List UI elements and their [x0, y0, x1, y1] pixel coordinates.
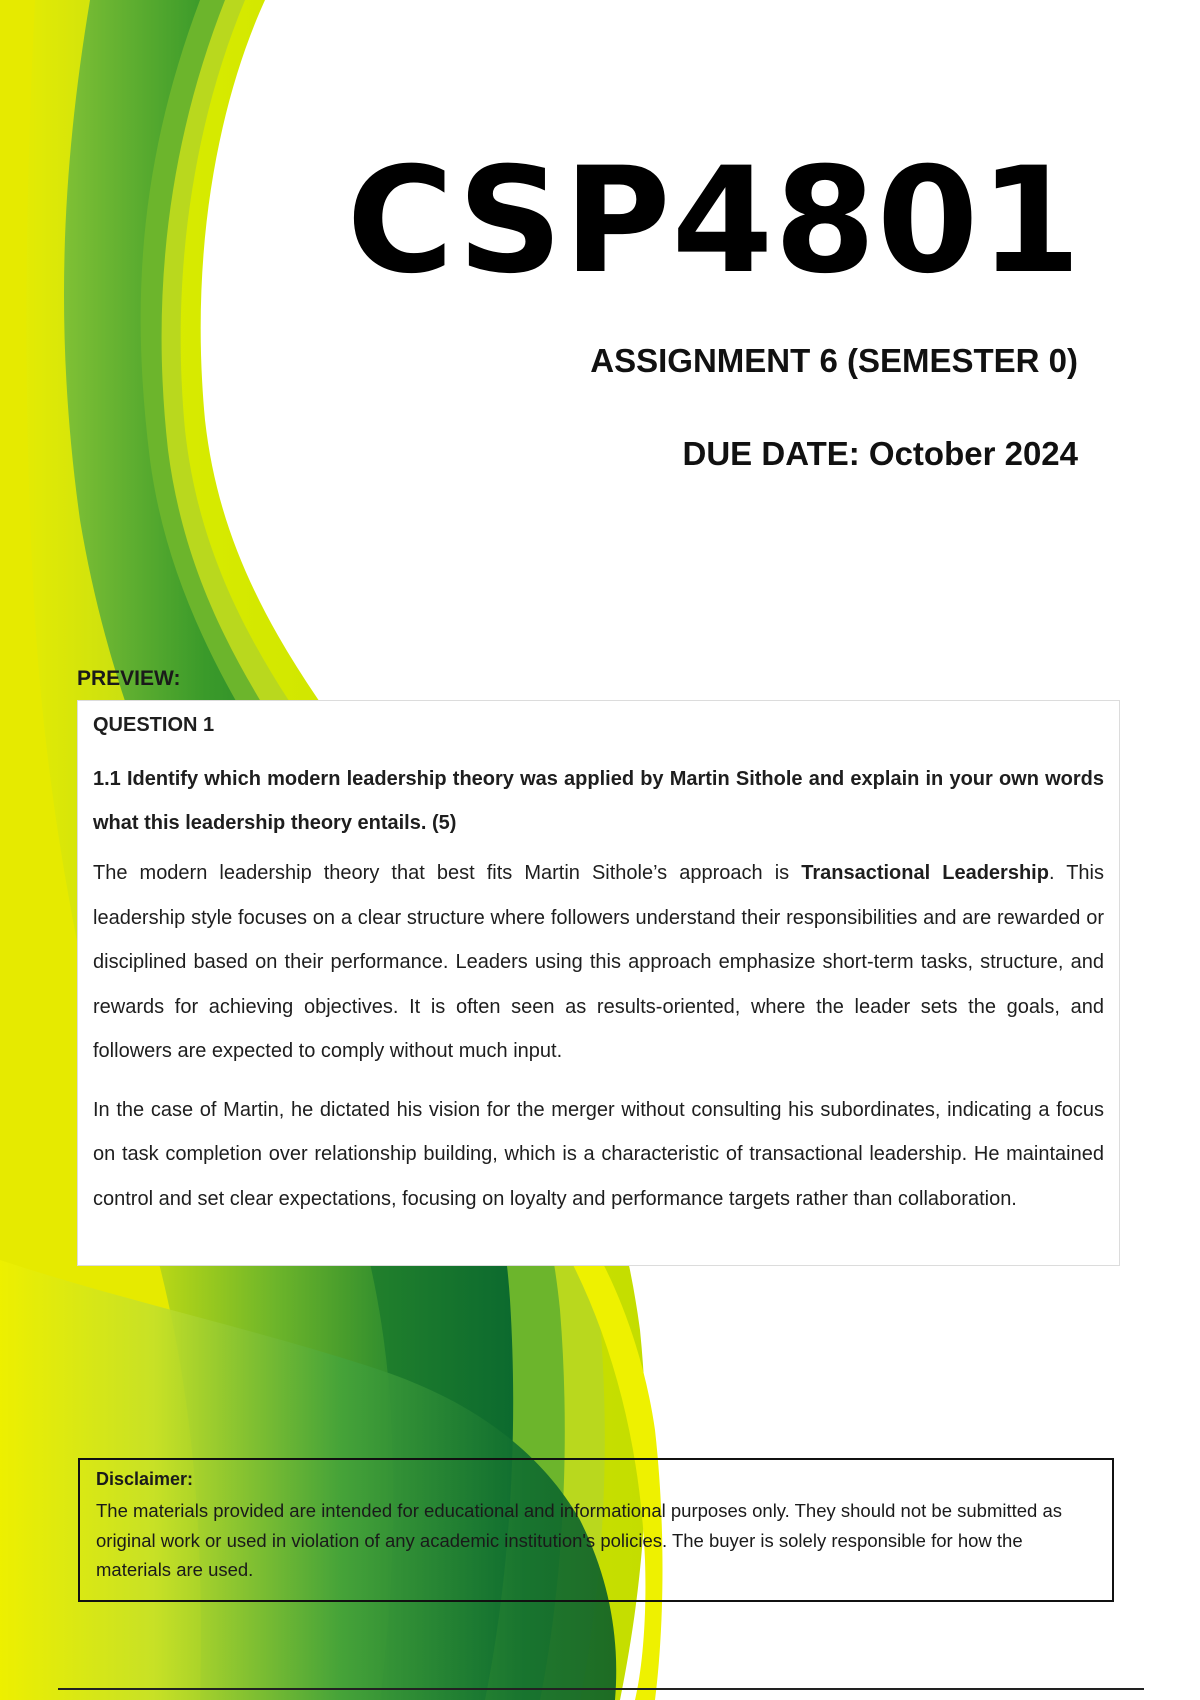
disclaimer-box [78, 1458, 1114, 1602]
answer-paragraph-1 [93, 851, 1104, 1074]
disclaimer-text: The materials provided are intended for educational and informational purposes only. They should not be submitted as original work or used in violation of any academic institution's policies. The buyer is solely responsible for how the materials are used. [96, 1500, 1063, 1580]
preview-label: PREVIEW: [77, 667, 181, 690]
answer-p1-start: The modern leadership theory that best fits Martin Sithole’s approach is [93, 862, 802, 884]
disclaimer-title: Disclaimer: [96, 1469, 194, 1489]
answer-paragraph-2: In the case of Martin, he dictated his vision for the merger without consulting his subordinates, indicating a focus on task completion over relationship building, which is a characteristic of transactional leadership. He maintained control and set clear expectations, focusing on loyalty and performance targets rather than collaboration. [93, 1098, 1104, 1210]
assignment-title: ASSIGNMENT 6 (SEMESTER 0) [590, 342, 1078, 379]
answer-theory-name: Transactional Leadership [801, 862, 1049, 884]
bottom-divider [58, 1688, 1144, 1690]
question-heading: QUESTION 1 [93, 714, 215, 736]
preview-panel [77, 700, 1120, 1266]
course-code-title: CSP4801 [346, 136, 1082, 306]
question-text: 1.1 Identify which modern leadership theory was applied by Martin Sithole and explain in your own words what this leadership theory entails. (5) [93, 768, 1104, 834]
answer-p1-end: . This leadership style focuses on a clear structure where followers understand their responsibilities and are rewarded or disciplined based on their performance. Leaders using this approach emphasize short-term tasks, structure, and rewards for achieving objectives. It is often seen as results-oriented, where the leader sets the goals, and followers are expected to comply without much input. [93, 862, 1104, 1062]
due-date: DUE DATE: October 2024 [682, 435, 1078, 472]
